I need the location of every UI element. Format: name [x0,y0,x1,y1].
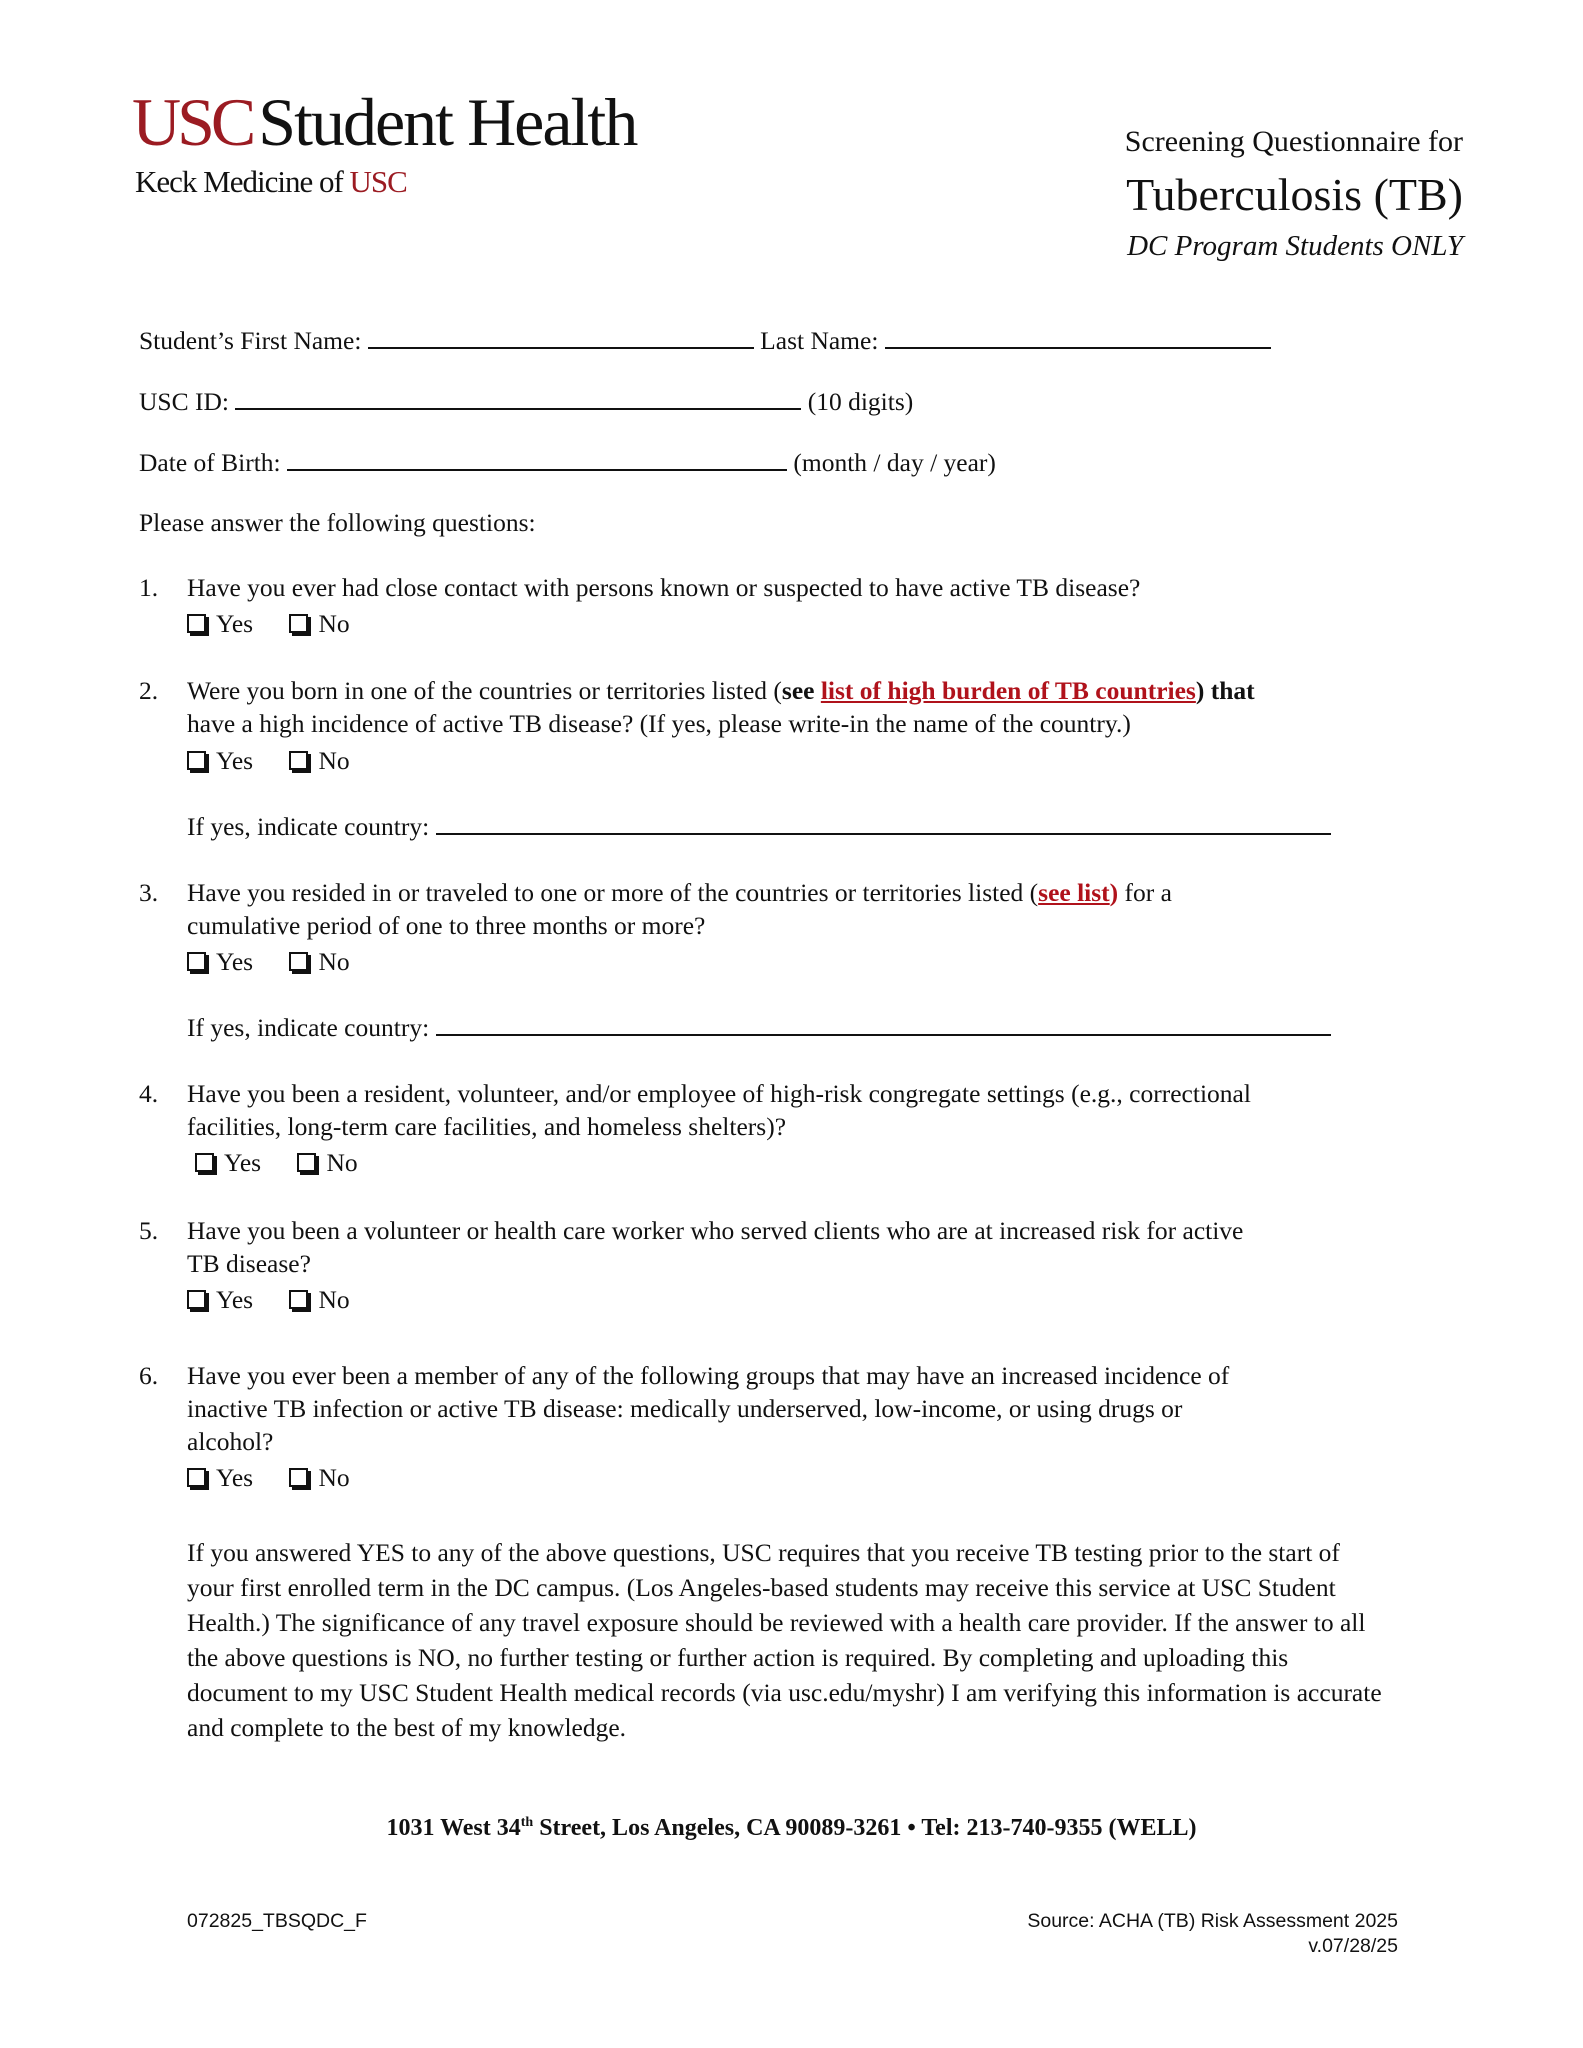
no-label: No [318,1463,350,1492]
keck-medicine-logo [135,164,407,200]
question-2-options [187,746,380,776]
no-label: No [318,609,350,638]
question-5-line-1: Have you been a volunteer or health care worker who served clients who are at increased risk for active [187,1216,1244,1245]
checkbox-icon [187,614,206,633]
testing-notice: If you answered YES to any of the above questions, USC requires that you receive TB testing prior to the start of your first enrolled term in the DC campus. (Los Angeles-based students may receive this service at USC Student Health.) The significance of any travel exposure should be reviewed with a health care provider. If the answer to all the above questions is NO, no further testing or further action is required. By completing and uploading this document to my USC Student Health medical records (via usc.edu/myshr) I am verifying this information is accurate and complete to the best of my knowledge. [187,1538,1382,1742]
source: Source: ACHA (TB) Risk Assessment 2025 [1027,1910,1398,1932]
question-5-line-2: TB disease? [187,1249,311,1278]
question-4-options [195,1148,388,1178]
checkbox-icon [187,751,206,770]
see-list-link[interactable]: see list [1038,878,1110,907]
address-line [0,1815,1583,1842]
high-burden-countries-link[interactable]: list of high burden of TB countries [820,676,1196,705]
usc-id-row [139,387,913,417]
checkbox-icon [289,1468,308,1487]
country-label: If yes, indicate country: [187,812,430,841]
country-field[interactable] [436,813,1331,835]
q2-pre: Were you born in one of the countries or territories listed ( [187,676,782,705]
question-5-options [187,1285,380,1315]
question-1-text: Have you ever had close contact with persons known or suspected to have active TB disease? [187,573,1141,602]
usc-id-field[interactable] [235,388,801,410]
no-label: No [318,746,350,775]
no-checkbox[interactable] [297,1148,357,1177]
question-2-number: 2. [139,676,159,705]
yes-label: Yes [216,1463,254,1492]
q3-post: for a [1118,878,1172,907]
no-label: No [326,1148,358,1177]
checkbox-icon [187,1468,206,1487]
no-checkbox[interactable] [289,947,349,976]
question-6-line-3: alcohol? [187,1427,274,1456]
question-4-line-2: facilities, long-term care facilities, and homeless shelters)? [187,1112,787,1141]
address-sup: th [520,1815,534,1830]
checkbox-icon [289,952,308,971]
first-name-field[interactable] [368,327,754,349]
form-title: Tuberculosis (TB) [1126,169,1463,220]
yes-label: Yes [216,746,254,775]
question-2-line-1 [187,676,1255,706]
first-name-label: Student’s First Name: [139,326,362,355]
no-label: No [318,1285,350,1314]
dob-field[interactable] [287,449,787,471]
address-pre: 1031 West 34 [386,1815,521,1841]
yes-checkbox[interactable] [187,1463,253,1492]
checkbox-icon [289,1290,308,1309]
no-label: No [318,947,350,976]
question-6-line-1: Have you ever been a member of any of the following groups that may have an increased incidence of [187,1361,1230,1390]
yes-checkbox[interactable] [195,1148,261,1177]
form-code: 072825_TBSQDC_F [187,1910,367,1932]
question-2-country-row [187,812,1331,842]
question-3-line-2: cumulative period of one to three months or more? [187,911,706,940]
usc-id-label: USC ID: [139,387,229,416]
question-4-line-1: Have you been a resident, volunteer, and/or employee of high-risk congregate settings (e.g., correctional [187,1079,1251,1108]
yes-label: Yes [216,609,254,638]
dob-hint: (month / day / year) [793,448,996,477]
checkbox-icon [187,1290,206,1309]
question-4-number: 4. [139,1079,159,1108]
question-6-number: 6. [139,1361,159,1390]
last-name-label: Last Name: [760,326,879,355]
address-post: Street, Los Angeles, CA 90089-3261 • Tel: 213-740-9355 (WELL) [533,1815,1197,1841]
no-checkbox[interactable] [289,746,349,775]
checkbox-icon [289,751,308,770]
q3-pre: Have you resided in or traveled to one or more of the countries or territories listed ( [187,878,1039,907]
q2-see: see [781,676,815,705]
yes-checkbox[interactable] [187,1285,253,1314]
no-checkbox[interactable] [289,609,349,638]
question-6-line-2: inactive TB infection or active TB disease: medically underserved, low-income, or using drugs or [187,1394,1183,1423]
question-1-number: 1. [139,573,159,602]
logo-sub-prefix: Keck Medicine of [135,164,343,199]
no-checkbox[interactable] [289,1463,349,1492]
checkbox-icon [187,952,206,971]
instructions: Please answer the following questions: [139,508,536,537]
yes-checkbox[interactable] [187,947,253,976]
yes-checkbox[interactable] [187,746,253,775]
dob-label: Date of Birth: [139,448,281,477]
question-5-number: 5. [139,1216,159,1245]
form-subtitle: Screening Questionnaire for [1124,125,1463,158]
question-6-options [187,1463,380,1493]
dob-row [139,448,996,478]
question-3-country-row [187,1013,1331,1043]
checkbox-icon [195,1153,214,1172]
logo-sub-usc: USC [349,164,407,199]
checkbox-icon [297,1153,316,1172]
yes-label: Yes [216,947,254,976]
question-2-line-2: have a high incidence of active TB disease? (If yes, please write-in the name of the country.) [187,709,1131,738]
no-checkbox[interactable] [289,1285,349,1314]
logo-name: Student Health [258,84,637,160]
country-field[interactable] [436,1014,1331,1036]
question-3-line-1: Have you resided in or traveled to one or more of the countries or territories listed (see list) for a [187,878,1172,907]
yes-label: Yes [224,1148,262,1177]
question-1-options [187,609,380,639]
form-audience: DC Program Students ONLY [1127,230,1463,262]
logo-usc: USC [132,84,253,160]
country-label: If yes, indicate country: [187,1013,430,1042]
last-name-field[interactable] [885,327,1271,349]
question-3-options [187,947,380,977]
name-row [139,326,1271,356]
version: v.07/28/25 [1308,1935,1398,1957]
checkbox-icon [289,614,308,633]
usc-student-health-logo [132,84,637,160]
yes-label: Yes [216,1285,254,1314]
question-3-number: 3. [139,878,159,907]
q2-post: ) that [1195,676,1255,705]
yes-checkbox[interactable] [187,609,253,638]
usc-id-hint: (10 digits) [807,387,914,416]
